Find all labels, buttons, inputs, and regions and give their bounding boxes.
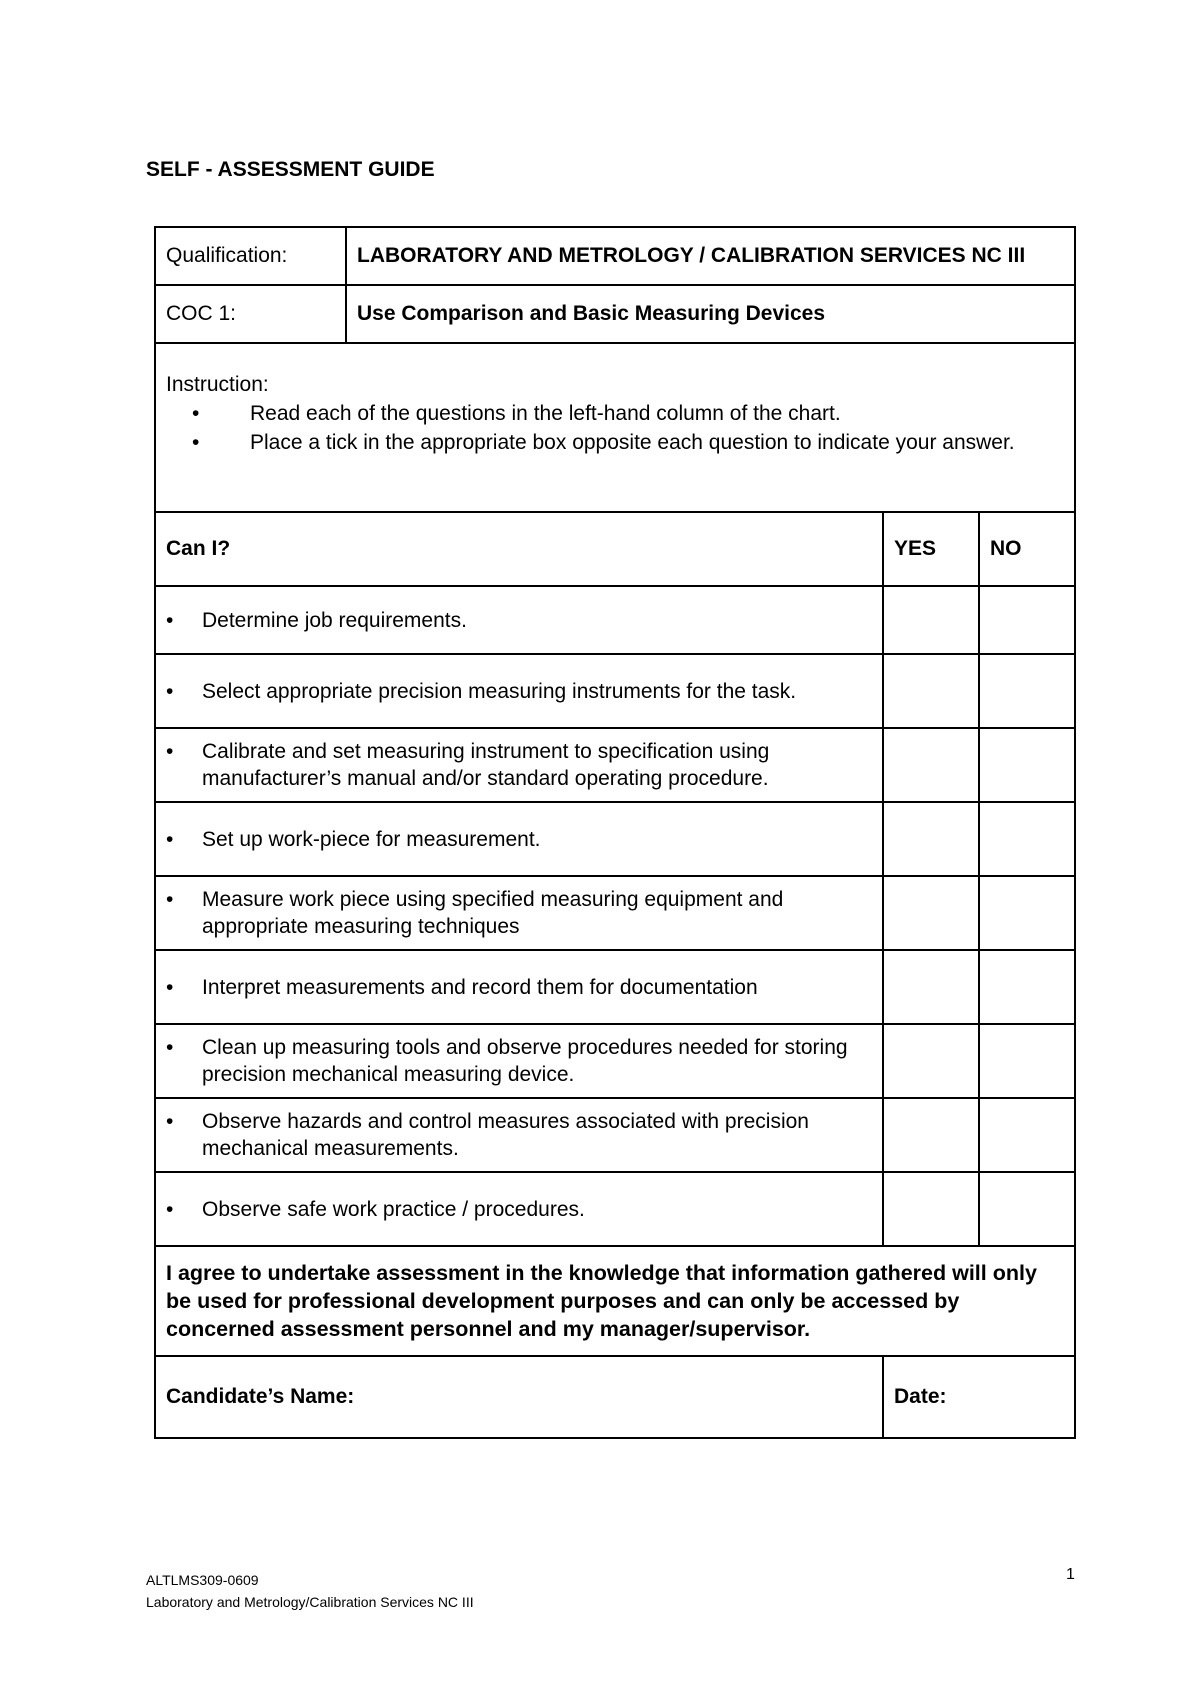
no-checkbox[interactable]	[978, 655, 1074, 727]
yes-checkbox[interactable]	[882, 1173, 978, 1245]
footer-title: Laboratory and Metrology/Calibration Services NC III	[146, 1594, 474, 1610]
header-can-i: Can I?	[166, 537, 231, 560]
signature-row	[156, 1357, 1074, 1437]
instruction-item: • Place a tick in the appropriate box opposite each question to indicate your answer.	[250, 428, 1064, 457]
instruction-list	[166, 399, 1064, 457]
agreement-statement: I agree to undertake assessment in the knowledge that information gathered will only be used for professional development purposes and can only be accessed by concerned assessment personnel and my manager/supervisor.	[156, 1247, 1074, 1357]
yes-checkbox[interactable]	[882, 803, 978, 875]
qualification-value: LABORATORY AND METROLOGY / CALIBRATION SERVICES NC III	[357, 244, 1026, 267]
table-row	[156, 1173, 1074, 1247]
question-text: • Interpret measurements and record them for documentation	[166, 974, 758, 1001]
yes-checkbox[interactable]	[882, 587, 978, 653]
no-checkbox[interactable]	[978, 587, 1074, 653]
yes-checkbox[interactable]	[882, 877, 978, 949]
question-text: • Select appropriate precision measuring instruments for the task.	[166, 678, 796, 705]
table-header	[156, 513, 1074, 587]
coc-value: Use Comparison and Basic Measuring Devices	[357, 302, 825, 325]
question-text: • Calibrate and set measuring instrument to specification using manufacturer’s manual and/or standard operating procedure.	[166, 738, 872, 792]
table-row	[156, 655, 1074, 729]
table-row	[156, 803, 1074, 877]
document-code: ALTLMS309-0609	[146, 1572, 259, 1588]
table-row	[156, 951, 1074, 1025]
date-label[interactable]: Date:	[882, 1357, 1074, 1437]
qualification-block	[154, 226, 1076, 342]
instruction-label: Instruction:	[166, 373, 269, 396]
coc-row	[156, 286, 1074, 342]
no-checkbox[interactable]	[978, 1099, 1074, 1171]
question-text: • Measure work piece using specified measuring equipment and appropriate measuring techniques	[166, 886, 872, 940]
question-text: • Clean up measuring tools and observe procedures needed for storing precision mechanical measuring device.	[166, 1034, 872, 1088]
question-text: • Observe safe work practice / procedures.	[166, 1196, 585, 1223]
question-text: • Determine job requirements.	[166, 607, 467, 634]
checklist-block	[154, 342, 1076, 1439]
page-title: SELF - ASSESSMENT GUIDE	[146, 158, 435, 181]
yes-checkbox[interactable]	[882, 655, 978, 727]
qualification-label: Qualification:	[156, 228, 347, 284]
header-no: NO	[978, 513, 1074, 585]
yes-checkbox[interactable]	[882, 729, 978, 801]
instruction-section	[156, 344, 1074, 513]
no-checkbox[interactable]	[978, 877, 1074, 949]
yes-checkbox[interactable]	[882, 1099, 978, 1171]
qualification-row	[156, 228, 1074, 286]
table-row	[156, 587, 1074, 655]
yes-checkbox[interactable]	[882, 1025, 978, 1097]
question-text: • Observe hazards and control measures associated with precision mechanical measurements.	[166, 1108, 872, 1162]
no-checkbox[interactable]	[978, 1025, 1074, 1097]
candidate-name-label[interactable]: Candidate’s Name:	[166, 1385, 355, 1408]
page-number: 1	[1066, 1566, 1075, 1583]
question-text: • Set up work-piece for measurement.	[166, 826, 540, 853]
yes-checkbox[interactable]	[882, 951, 978, 1023]
no-checkbox[interactable]	[978, 803, 1074, 875]
table-row	[156, 877, 1074, 951]
assessment-form	[154, 226, 1076, 1439]
table-row	[156, 1025, 1074, 1099]
coc-label: COC 1:	[156, 286, 347, 342]
header-yes: YES	[882, 513, 978, 585]
instruction-item: • Read each of the questions in the left-hand column of the chart.	[250, 399, 1064, 428]
no-checkbox[interactable]	[978, 951, 1074, 1023]
no-checkbox[interactable]	[978, 1173, 1074, 1245]
table-row	[156, 1099, 1074, 1173]
table-row	[156, 729, 1074, 803]
no-checkbox[interactable]	[978, 729, 1074, 801]
